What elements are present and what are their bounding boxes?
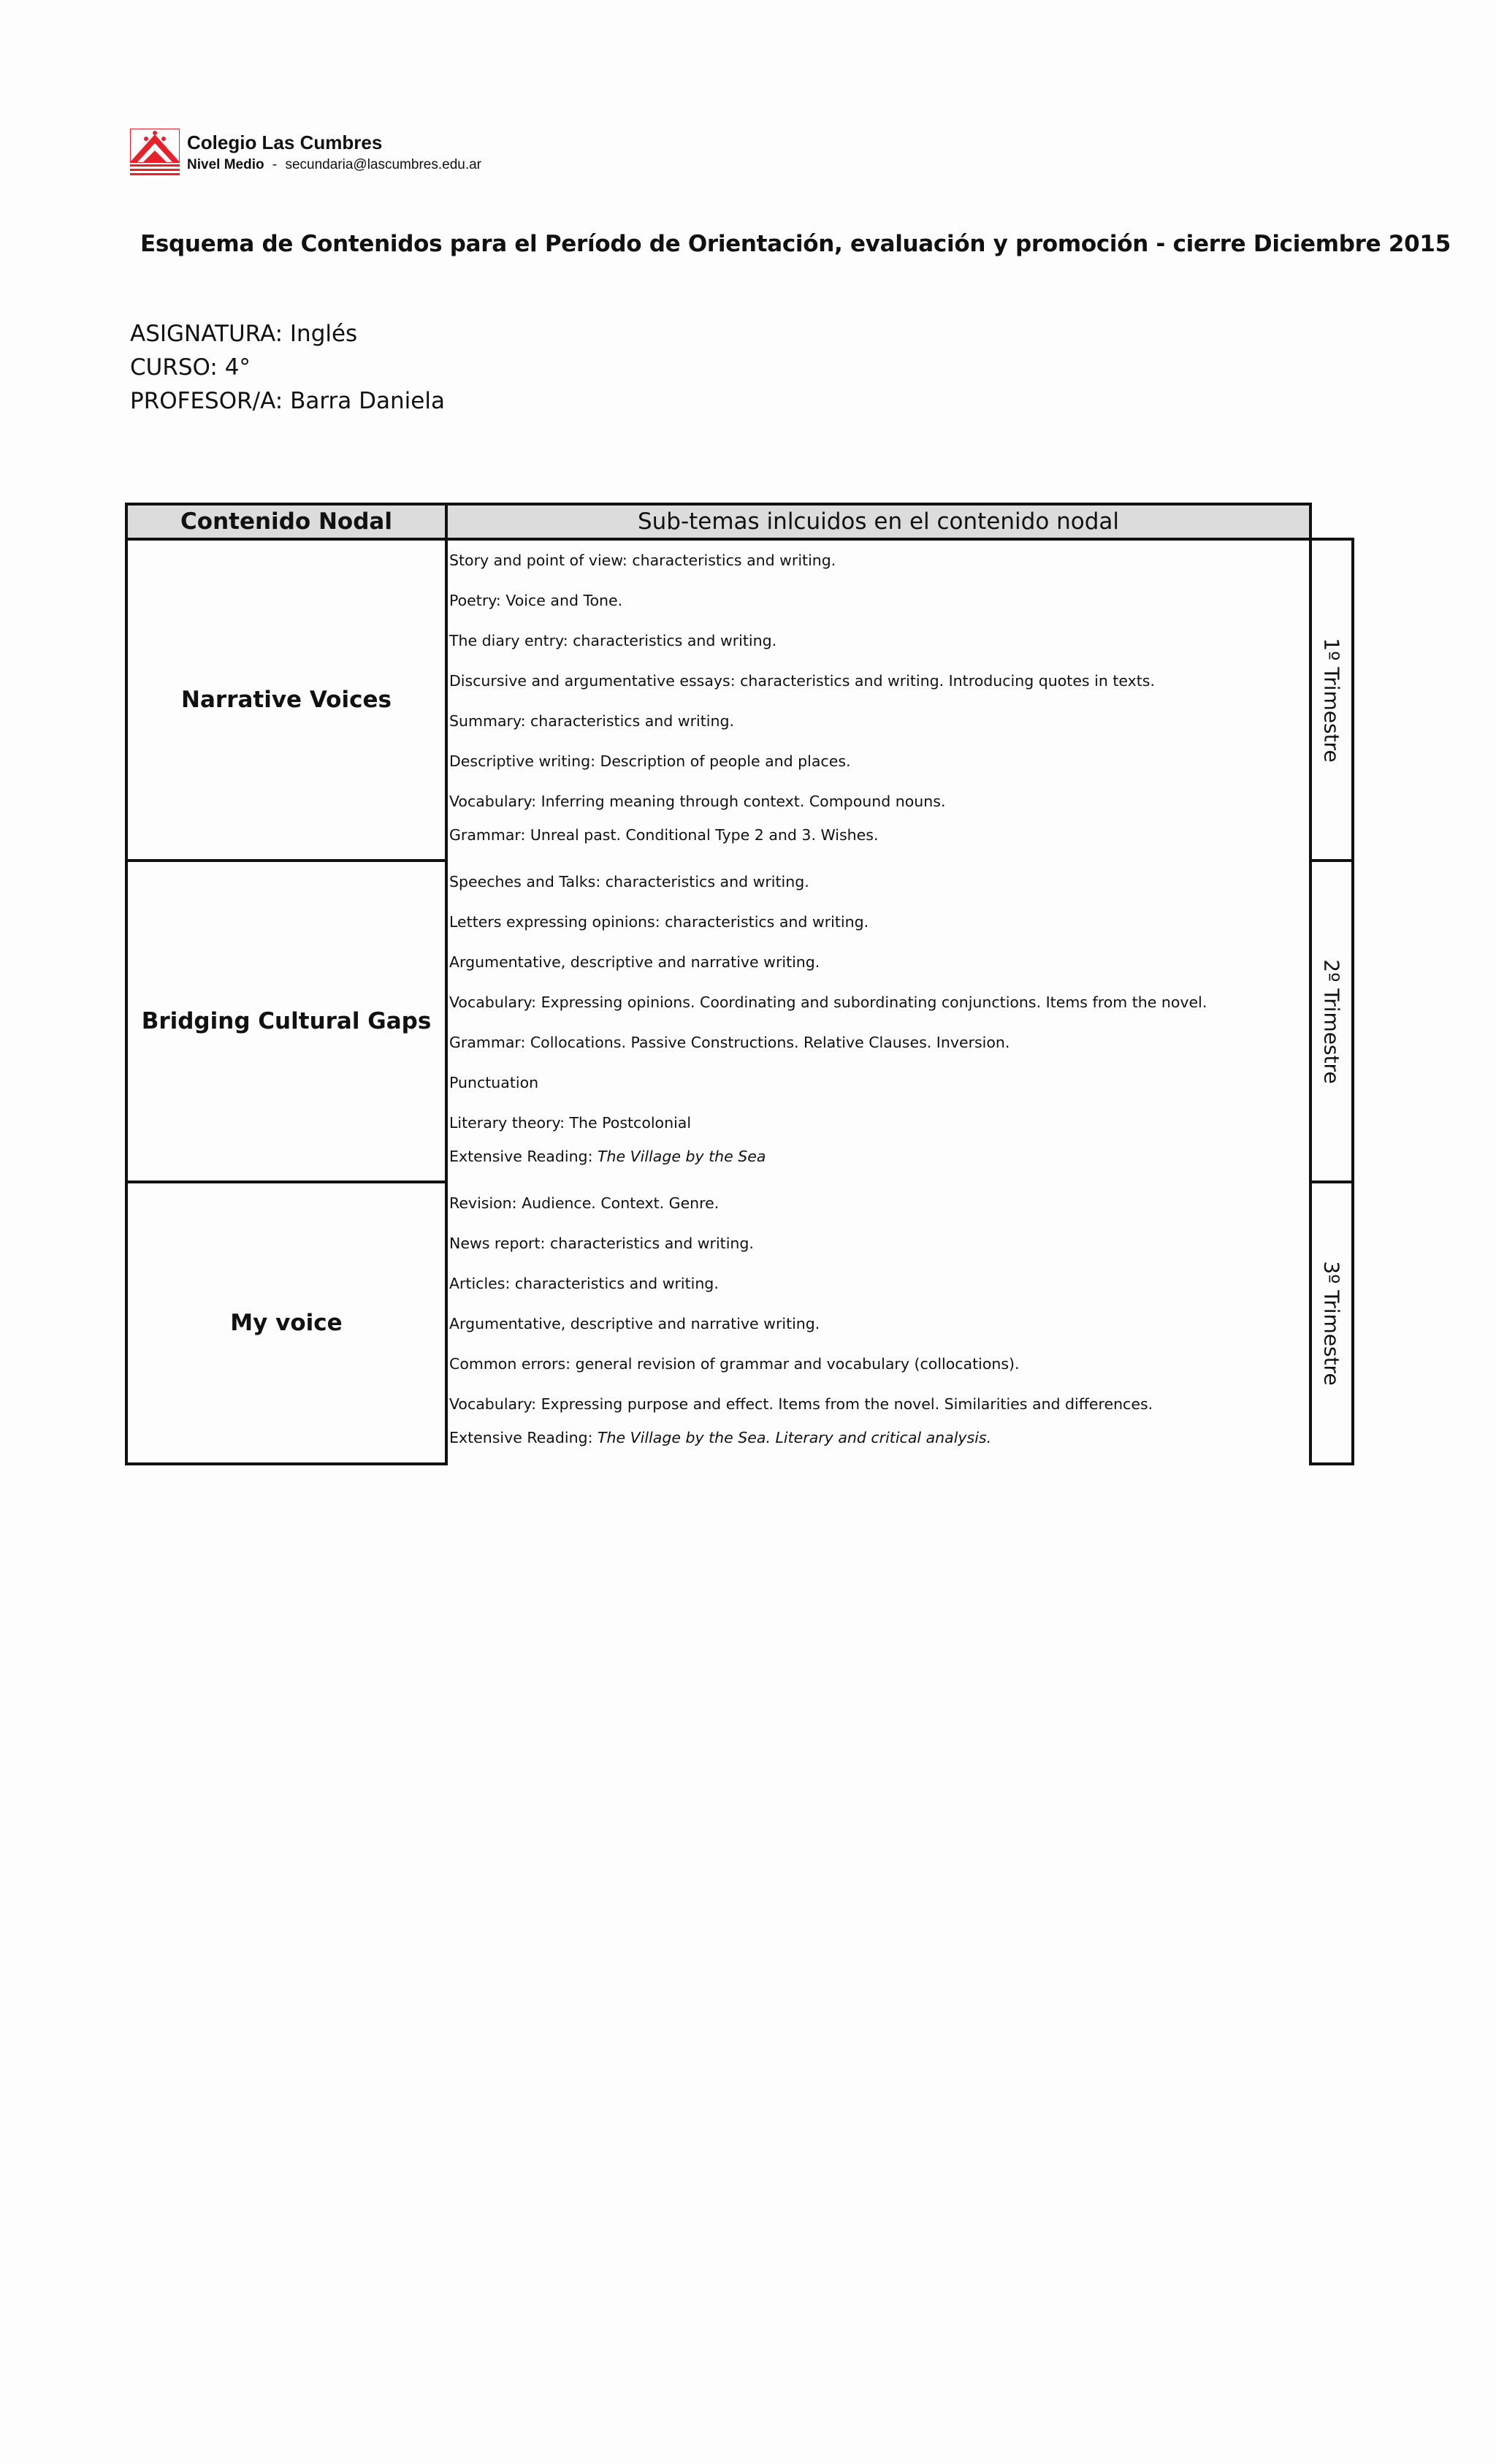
list-item: Literary theory: The Postcolonial xyxy=(449,1114,692,1132)
list-item: The diary entry: characteristics and writing. xyxy=(449,632,777,649)
list-item xyxy=(449,1143,1309,1172)
subtopics-list-row3 xyxy=(448,1183,1309,1462)
term-label: 1º Trimestre xyxy=(1319,637,1344,763)
contact-separator: - xyxy=(272,157,278,172)
list-item: Common errors: general revision of grammar and vocabulary (collocations). xyxy=(449,1355,1020,1373)
school-name: Colegio Las Cumbres xyxy=(187,131,383,153)
list-item: Argumentative, descriptive and narrative writing. xyxy=(449,1315,820,1332)
term-label: 2º Trimestre xyxy=(1319,958,1344,1084)
list-item: Summary: characteristics and writing. xyxy=(449,712,734,730)
list-item: Letters expressing opinions: characteristics and writing. xyxy=(449,913,869,931)
list-item: Speeches and Talks: characteristics and writing. xyxy=(449,873,809,890)
nodal-cell-bridging-cultural-gaps: Bridging Cultural Gaps xyxy=(125,859,448,1183)
document-title: Esquema de Contenidos para el Período de Orientación, evaluación y promoción - cierre Diciembre 2015 xyxy=(140,231,1451,257)
list-item: Argumentative, descriptive and narrative writing. xyxy=(449,953,820,971)
header-sub-temas: Sub-temas inlcuidos en el contenido nodal xyxy=(445,503,1312,541)
course-line: CURSO: 4° xyxy=(130,354,251,381)
list-item: Grammar: Unreal past. Conditional Type 2 and 3. Wishes. xyxy=(449,826,879,844)
header-contenido-nodal: Contenido Nodal xyxy=(125,503,448,541)
nodal-cell-narrative-voices: Narrative Voices xyxy=(125,538,448,862)
list-item: Story and point of view: characteristics and writing. xyxy=(449,552,836,569)
reading-title: The Village by the Sea xyxy=(598,1148,766,1165)
reading-title: The Village by the Sea. Literary and critical analysis. xyxy=(598,1429,992,1446)
teacher-line: PROFESOR/A: Barra Daniela xyxy=(130,388,445,414)
contents-table xyxy=(125,503,1354,1465)
term-cell-3 xyxy=(1309,1180,1354,1465)
list-item xyxy=(449,1424,1309,1454)
reading-prefix: Extensive Reading: xyxy=(449,1148,598,1165)
subtopics-list-row1 xyxy=(448,541,1309,862)
school-header xyxy=(130,129,481,175)
list-item: News report: characteristics and writing. xyxy=(449,1235,754,1252)
list-item: Grammar: Collocations. Passive Constructions. Relative Clauses. Inversion. xyxy=(449,1034,1010,1051)
list-item: Vocabulary: Inferring meaning through context. Compound nouns. xyxy=(449,793,946,810)
reading-prefix: Extensive Reading: xyxy=(449,1429,598,1446)
school-info xyxy=(187,129,481,174)
list-item: Vocabulary: Expressing opinions. Coordinating and subordinating conjunctions. Items from the novel. xyxy=(449,993,1207,1011)
course-meta xyxy=(130,317,445,418)
term-cell-1 xyxy=(1309,538,1354,862)
list-item: Articles: characteristics and writing. xyxy=(449,1275,719,1292)
subject-line: ASIGNATURA: Inglés xyxy=(130,321,358,347)
list-item: Vocabulary: Expressing purpose and effect. Items from the novel. Similarities and differences. xyxy=(449,1395,1153,1413)
nodal-cell-my-voice: My voice xyxy=(125,1180,448,1465)
term-cell-2 xyxy=(1309,859,1354,1183)
list-item: Discursive and argumentative essays: characteristics and writing. Introducing quotes in texts. xyxy=(449,672,1155,690)
list-item: Descriptive writing: Description of people and places. xyxy=(449,752,851,770)
school-contact xyxy=(187,156,481,174)
list-item: Revision: Audience. Context. Genre. xyxy=(449,1194,720,1212)
subtopics-list-row2 xyxy=(448,862,1309,1183)
list-item: Punctuation xyxy=(449,1074,539,1091)
list-item: Poetry: Voice and Tone. xyxy=(449,592,623,609)
term-label: 3º Trimestre xyxy=(1319,1260,1344,1386)
school-email: secundaria@lascumbres.edu.ar xyxy=(285,157,482,172)
colegio-logo-icon xyxy=(130,129,180,175)
school-level: Nivel Medio xyxy=(187,157,264,172)
